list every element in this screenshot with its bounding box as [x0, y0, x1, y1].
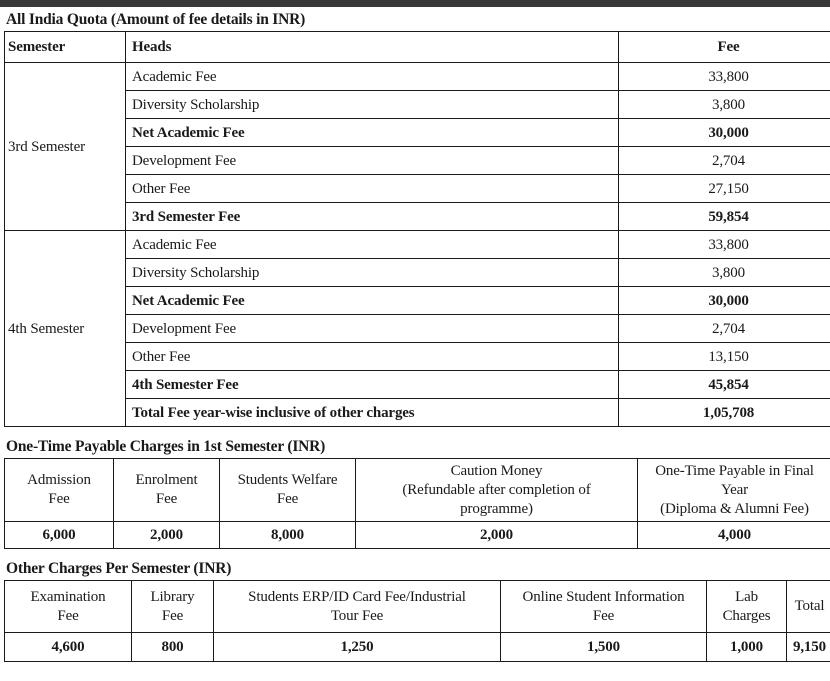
fee-header-semester: Semester	[5, 32, 126, 63]
other-value-library-fee: 800	[132, 633, 214, 662]
other-charges-header-row	[5, 581, 830, 633]
total-fee-label: Total Fee year-wise inclusive of other charges	[126, 399, 619, 427]
onetime-value-final-year-payable: 4,000	[638, 522, 830, 549]
fee-header-heads: Heads	[126, 32, 619, 63]
fee-head-cell: Academic Fee	[126, 63, 619, 91]
fee-amount-cell: 30,000	[619, 119, 830, 147]
fee-section-title: All India Quota (Amount of fee details in INR)	[6, 11, 306, 28]
onetime-header-students-welfare-fee: Students Welfare Fee	[220, 459, 356, 522]
table-row	[5, 287, 830, 315]
fee-head-cell: Academic Fee	[126, 231, 619, 259]
fee-amount-cell: 30,000	[619, 287, 830, 315]
fee-amount-cell: 33,800	[619, 63, 830, 91]
fee-amount-cell: 59,854	[619, 203, 830, 231]
onetime-header-caution-money: Caution Money (Refundable after completion of programme)	[356, 459, 638, 522]
semester-label-3rd: 3rd Semester	[5, 63, 126, 231]
onetime-value-caution-money: 2,000	[356, 522, 638, 549]
fee-head-cell: 3rd Semester Fee	[126, 203, 619, 231]
other-charges-body	[5, 581, 830, 662]
other-header-total: Total	[787, 581, 830, 633]
table-row-total	[5, 399, 830, 427]
fee-table-body	[5, 32, 830, 427]
onetime-header-final-year-payable: One-Time Payable in Final Year (Diploma & Alumni Fee)	[638, 459, 830, 522]
other-value-erp-id-tour-fee: 1,250	[214, 633, 501, 662]
other-header-examination-fee: Examination Fee	[5, 581, 132, 633]
top-cropped-bar	[0, 0, 830, 7]
other-header-library-fee: Library Fee	[132, 581, 214, 633]
semester-label-4th: 4th Semester	[5, 231, 126, 427]
fee-head-cell: Development Fee	[126, 315, 619, 343]
table-row	[5, 259, 830, 287]
table-row	[5, 315, 830, 343]
other-charges-table	[4, 580, 830, 662]
fee-table-header-row	[5, 32, 830, 63]
table-row	[5, 231, 830, 259]
fee-amount-cell: 2,704	[619, 147, 830, 175]
other-header-online-student-information-fee: Online Student Information Fee	[501, 581, 707, 633]
one-time-header-row	[5, 459, 830, 522]
fee-amount-cell: 33,800	[619, 231, 830, 259]
fee-head-cell: 4th Semester Fee	[126, 371, 619, 399]
fee-amount-cell: 27,150	[619, 175, 830, 203]
other-charges-section-title: Other Charges Per Semester (INR)	[6, 560, 232, 577]
table-row	[5, 119, 830, 147]
onetime-header-admission-fee: Admission Fee	[5, 459, 114, 522]
fee-head-cell: Diversity Scholarship	[126, 259, 619, 287]
one-time-values-row	[5, 522, 830, 549]
onetime-section-title: One-Time Payable Charges in 1st Semester (INR)	[6, 438, 326, 455]
one-time-charges-body	[5, 459, 830, 549]
fee-head-cell: Net Academic Fee	[126, 119, 619, 147]
fee-header-fee: Fee	[619, 32, 830, 63]
document-page	[0, 7, 830, 662]
table-row	[5, 203, 830, 231]
onetime-value-enrolment-fee: 2,000	[114, 522, 220, 549]
fee-head-cell: Other Fee	[126, 175, 619, 203]
table-row	[5, 175, 830, 203]
fee-head-cell: Diversity Scholarship	[126, 91, 619, 119]
onetime-header-enrolment-fee: Enrolment Fee	[114, 459, 220, 522]
total-fee-amount: 1,05,708	[619, 399, 830, 427]
table-row	[5, 147, 830, 175]
table-row	[5, 91, 830, 119]
other-charges-values-row	[5, 633, 830, 662]
all-india-quota-fee-table	[4, 31, 830, 427]
table-row	[5, 63, 830, 91]
onetime-value-admission-fee: 6,000	[5, 522, 114, 549]
fee-amount-cell: 13,150	[619, 343, 830, 371]
fee-amount-cell: 45,854	[619, 371, 830, 399]
other-header-lab-charges: Lab Charges	[707, 581, 787, 633]
table-row	[5, 371, 830, 399]
other-header-erp-id-tour-fee: Students ERP/ID Card Fee/Industrial Tour Fee	[214, 581, 501, 633]
other-value-online-student-information-fee: 1,500	[501, 633, 707, 662]
fee-amount-cell: 3,800	[619, 259, 830, 287]
fee-head-cell: Development Fee	[126, 147, 619, 175]
other-value-lab-charges: 1,000	[707, 633, 787, 662]
other-value-examination-fee: 4,600	[5, 633, 132, 662]
one-time-charges-table	[4, 458, 830, 549]
fee-head-cell: Net Academic Fee	[126, 287, 619, 315]
table-row	[5, 343, 830, 371]
fee-amount-cell: 3,800	[619, 91, 830, 119]
other-value-total: 9,150	[787, 633, 830, 662]
fee-head-cell: Other Fee	[126, 343, 619, 371]
fee-amount-cell: 2,704	[619, 315, 830, 343]
onetime-value-students-welfare-fee: 8,000	[220, 522, 356, 549]
